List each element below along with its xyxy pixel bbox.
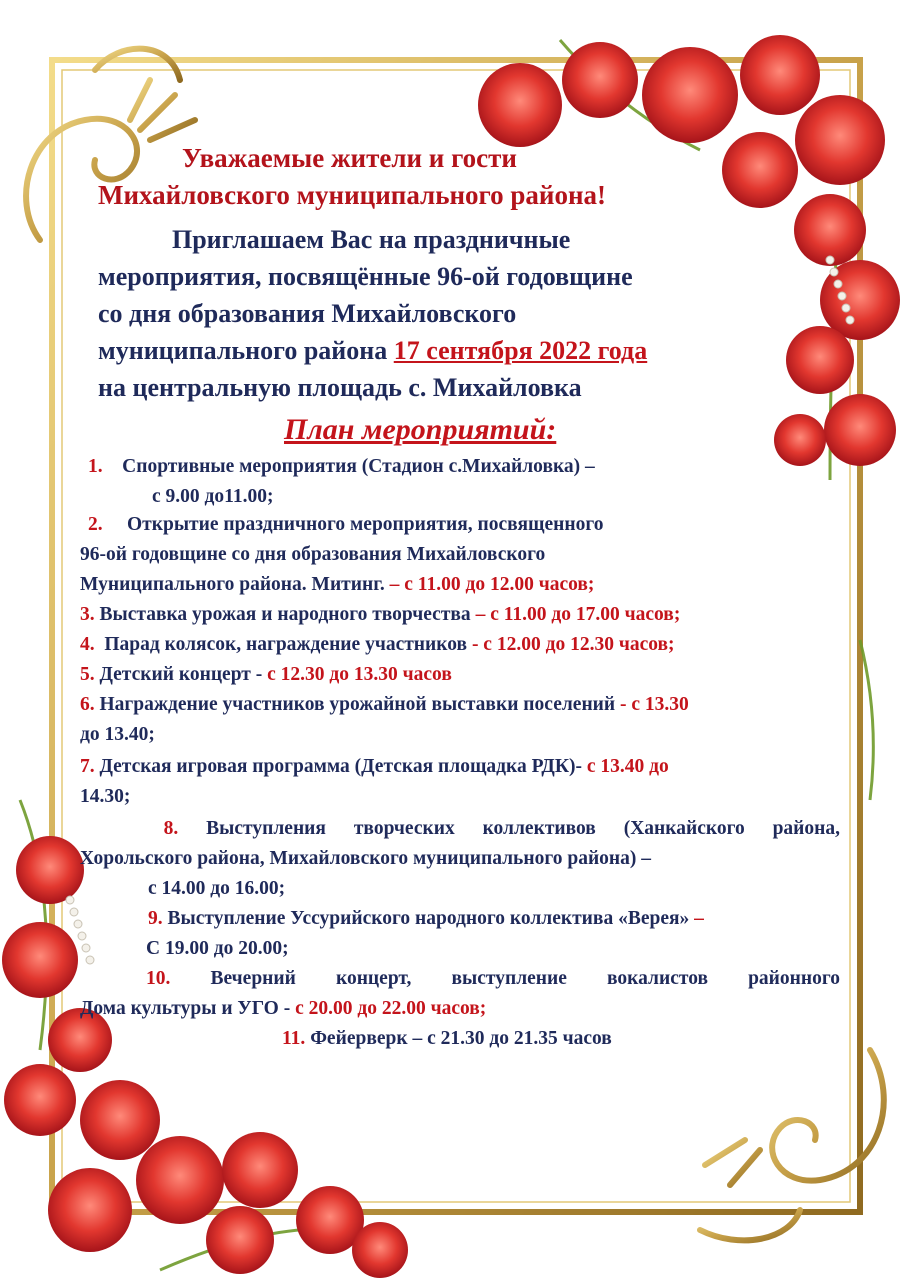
event-5-number: 5. xyxy=(80,664,95,685)
event-9 xyxy=(148,908,704,930)
plan-title: План мероприятий: xyxy=(284,413,557,446)
event-1-number: 1. xyxy=(88,456,103,477)
event-4-number: 4. xyxy=(80,634,95,655)
event-9-number: 9. xyxy=(148,908,163,929)
event-7-number: 7. xyxy=(80,756,95,777)
event-7 xyxy=(80,756,669,778)
event-3 xyxy=(80,604,680,626)
invitation-line-5: на центральную площадь с. Михайловка xyxy=(98,373,582,402)
event-8-number: 8. xyxy=(163,818,179,839)
event-9-time-continued: С 19.00 до 20.00; xyxy=(146,938,289,959)
event-1-time: с 9.00 до11.00; xyxy=(152,486,274,507)
event-2-line-3 xyxy=(80,574,594,596)
event-7-time-continued: 14.30; xyxy=(80,786,131,807)
event-9-time: – xyxy=(689,908,704,929)
event-4 xyxy=(80,634,675,656)
event-2-text-2: 96-ой годовщине со дня образования Михайловского xyxy=(80,544,546,565)
event-10-text-1: Вечерний концерт, выступление вокалистов районного xyxy=(210,968,841,989)
event-10-number: 10. xyxy=(146,968,171,989)
event-9-text: Выступление Уссурийского народного коллектива «Верея» xyxy=(167,908,690,929)
event-11 xyxy=(282,1028,612,1050)
event-7-time: с 13.40 до xyxy=(586,756,669,777)
event-10-text-2: Дома культуры и УГО - xyxy=(80,998,296,1019)
event-8-text-2: Хорольского района, Михайловского муниципального района) – xyxy=(80,848,652,869)
event-6-time-continued: до 13.40; xyxy=(80,724,155,745)
event-8-time: с 14.00 до 16.00; xyxy=(148,878,286,899)
event-8 xyxy=(80,818,840,840)
event-6-number: 6. xyxy=(80,694,95,715)
event-10-time: с 20.00 до 22.00 часов; xyxy=(295,998,487,1019)
invitation-line-1: Приглашаем Вас на праздничные xyxy=(172,225,571,254)
event-5 xyxy=(80,664,452,686)
invitation-line-4 xyxy=(98,336,647,366)
greeting-line-1: Уважаемые жители и гости xyxy=(182,143,517,173)
event-8-text-1: Выступления творческих коллективов (Ханкайского района, xyxy=(206,818,841,839)
event-5-time: с 12.30 до 13.30 часов xyxy=(267,664,452,685)
event-11-number: 11. xyxy=(282,1028,306,1049)
event-4-text: Парад колясок, награждение участников xyxy=(104,634,472,655)
event-2-number: 2. xyxy=(88,514,103,535)
event-3-text: Выставка урожая и народного творчества xyxy=(99,604,471,625)
event-6-time: - с 13.30 xyxy=(620,694,689,715)
event-10-line-2 xyxy=(80,998,486,1020)
invitation-line-3: со дня образования Михайловского xyxy=(98,299,517,328)
event-7-text: Детская игровая программа (Детская площадка РДК)- xyxy=(99,756,587,777)
event-2-text-1: Открытие праздничного мероприятия, посвященного xyxy=(127,514,604,535)
event-2-time: – с 11.00 до 12.00 часов; xyxy=(389,574,595,595)
event-1-text: Спортивные мероприятия (Стадион с.Михайловка) – xyxy=(122,456,595,477)
event-6-text: Награждение участников урожайной выставки поселений xyxy=(99,694,621,715)
greeting-line-2: Михайловского муниципального района! xyxy=(98,180,607,210)
event-2-text-3: Муниципального района. Митинг. xyxy=(80,574,390,595)
event-3-number: 3. xyxy=(80,604,95,625)
event-5-text: Детский концерт - xyxy=(99,664,268,685)
event-10 xyxy=(146,968,840,990)
invitation-line-4-prefix: муниципального района xyxy=(98,336,394,365)
invitation-line-2: мероприятия, посвящённые 96-ой годовщине xyxy=(98,262,633,291)
event-4-time: - с 12.00 до 12.30 часов; xyxy=(471,634,675,655)
event-6 xyxy=(80,694,689,716)
event-2 xyxy=(88,514,603,536)
event-1 xyxy=(88,456,595,478)
event-11-text: Фейерверк – с 21.30 до 21.35 часов xyxy=(310,1028,612,1049)
event-date: 17 сентября 2022 года xyxy=(393,336,648,365)
rose-icon xyxy=(2,836,408,1278)
event-3-time: – с 11.00 до 17.00 часов; xyxy=(470,604,681,625)
